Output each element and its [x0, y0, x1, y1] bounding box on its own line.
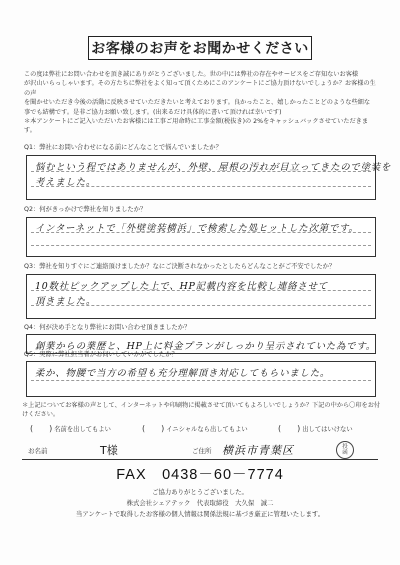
intro-line: を聞かせいただき今後の活動に反映させていただきたいと考えております。良かったこと、嬉しかったことどのような些細な [24, 99, 371, 107]
question-2-label: Q2：何がきっかけで弊社を知りましたか？ [24, 206, 147, 213]
privacy-notice: 当アンケートで取得したお客様の個人情報は関係法規に基づき厳正に管理いたします。 [75, 510, 325, 518]
question-3-label: Q3：弊社を知りすぐにご連絡頂けましたか？なにご決断されなかったとしたらどんなことがご不安でしたか？ [24, 263, 336, 270]
question-1-answer-box[interactable] [26, 155, 392, 200]
page-title [88, 36, 312, 60]
option-name-ok[interactable] [30, 423, 111, 434]
question-1-answer-line: 考えました。 [35, 177, 97, 188]
question-3-answer-box[interactable] [26, 274, 376, 319]
name-label: お名前 [28, 447, 48, 455]
intro-line: この度は弊社にお問い合わせを頂き誠にありがとうございました。世の中には弊社の存在やサービスをご存知ないお客様 [24, 71, 359, 78]
fax-number: FAX 0438－60－7774 [116, 467, 284, 483]
page-title-text: お客様のお声をお聞かせください [91, 41, 309, 57]
option-initial-ok[interactable] [142, 423, 248, 434]
option-label: イニシャルなら出してもよい [166, 426, 248, 433]
publication-consent-text: ＊上記についてお客様の声として、インターネットや印刷物に掲載させて頂いてもよろしいでしょうか？下記の中から〇印をお付けください。 [22, 402, 381, 418]
intro-note: ＊本アンケートにご記入いただいたお客様には工事ご用命時に工事金額(税抜き)の 2%をキャッシュバックさせていただきます。 [24, 118, 369, 135]
address-field[interactable]: 横浜市青葉区 [222, 444, 294, 457]
intro-paragraph [24, 70, 378, 136]
address-label: ご住所 [192, 447, 212, 455]
option-checkbox[interactable]: ( ) [278, 424, 301, 433]
question-2-answer-line: インターネットで「外壁塗装横浜」で検索した処ヒットした次第です。 [35, 223, 359, 234]
question-1-label: Q1：弊社にお問い合わせになる前にどんなことで悩んでいましたか？ [24, 144, 222, 151]
question-4-label: Q4：何が決め手となり弊社にお問い合わせ頂きましたか？ [24, 324, 191, 331]
question-3-answer-line: 頂きました。 [35, 296, 97, 307]
intro-line: が沢山いらっしゃいます。その方たちに弊社をよく知って頂くためにこのアンケートにご協力頂けないでしょうか？お客様の生の声 [24, 80, 376, 97]
question-5-answer-box[interactable] [26, 361, 376, 397]
option-checkbox[interactable]: ( ) [142, 424, 165, 433]
answer-guide-line [31, 245, 371, 246]
stamp-text: 投函 [342, 444, 348, 456]
company-signature: 株式会社シェアテック 代表取締役 大久保 誠二 [126, 499, 274, 507]
question-5-label: Q5：実際に弊社担当者がお伺いしていかがでしたか？ [24, 351, 178, 358]
customer-info-row [22, 440, 378, 460]
option-label: 出してはいけない [302, 426, 353, 433]
answer-guide-line [31, 380, 371, 381]
option-label: 名前を出してもよい [54, 426, 111, 433]
question-1-answer-line: 悩むという程ではありませんが、外壁、屋根の汚れが目立ってきたので塗装を [35, 162, 392, 173]
option-checkbox[interactable]: ( ) [30, 424, 53, 433]
name-field[interactable]: T様 [100, 444, 118, 457]
stamp-seal [336, 441, 354, 459]
question-4-answer-line: 創業からの業歴と、HP上に料金プランがしっかり呈示されていた為です。 [35, 341, 376, 352]
question-5-answer-line: 柔か、物腰で当方の希望も充分理解頂き対応してもらいました。 [35, 368, 331, 379]
thanks-text: ご協力ありがとうございました。 [152, 488, 248, 496]
intro-line: 事でも結構です。是非ご協力お願い致します。(出来るだけ具体的に書いて頂ければ幸いです) [24, 108, 282, 116]
option-not-ok[interactable] [278, 423, 353, 434]
question-3-answer-line: 10数社ピックアップした上で、HP記載内容を比較し連絡させて [35, 281, 328, 292]
question-2-answer-box[interactable] [26, 217, 376, 257]
